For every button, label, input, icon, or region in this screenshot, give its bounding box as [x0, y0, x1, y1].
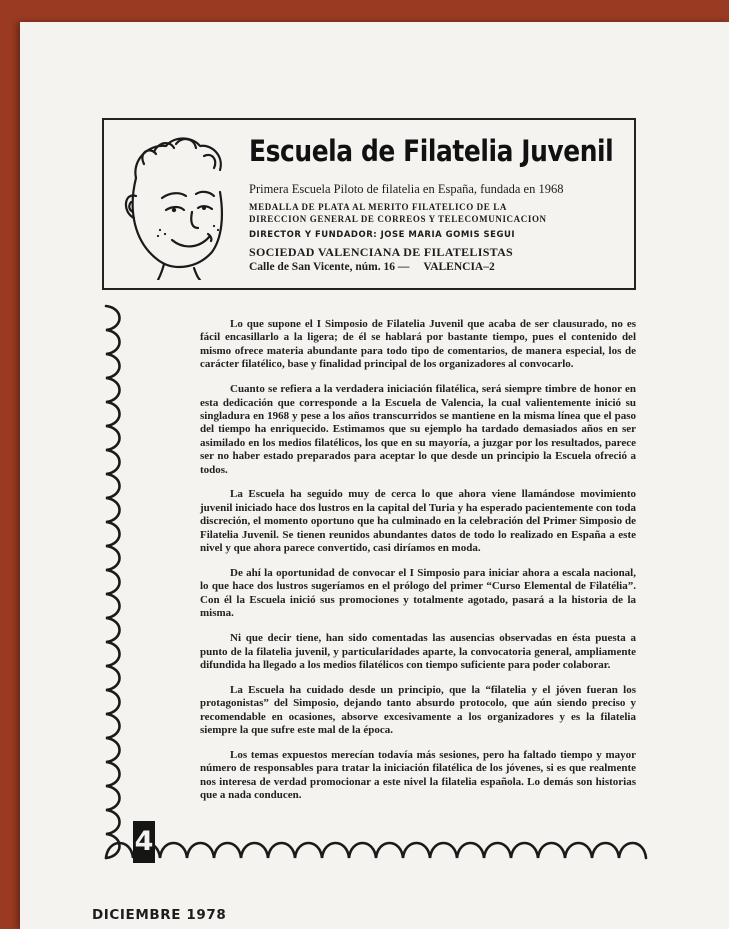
- page-number: 4: [133, 821, 155, 863]
- city-name: VALENCIA–2: [423, 261, 495, 273]
- article-paragraph: La Escuela ha cuidado desde un principio, que la “filatelia y el jóven fueran los protagonistas” del Simposio, dejando tanto absurdo protocolo, que aún siendo preciso y recomendable en ocasiones, absorve excesivamente a los organizadores y es la filatelia siempre la que sufre este mal de la época.: [200, 683, 636, 737]
- article-body: [200, 318, 636, 814]
- article-paragraph: De ahí la oportunidad de convocar el I Simposio para iniciar ahora a escala nacional, lo que hace dos lustros sugeríamos en el prólogo del primer “Curso Elemental de Filatélia”. Con él la Escuela inició sus promociones y totalmente agotado, pasará a la historia de la misma.: [200, 567, 636, 620]
- school-subtitle: Primera Escuela Piloto de filatelia en España, fundada en 1968: [249, 182, 564, 196]
- perforation-bottom-edge: [106, 843, 646, 858]
- society-name: SOCIEDAD VALENCIANA DE FILATELISTAS: [249, 245, 514, 259]
- director-line: DIRECTOR Y FUNDADOR: JOSE MARIA GOMIS SEGUI: [249, 230, 516, 240]
- street-address: Calle de San Vicente, núm. 16 —: [249, 261, 410, 273]
- article-paragraph: Ni que decir tiene, han sido comentadas las ausencias observadas en ésta puesta a punto de la filatelia juvenil, y particularidades aparte, la convocatoria general, ampliamente difundida ha llegado a los medios filatélicos con tiempo suficiente para poder colaborar.: [200, 632, 636, 671]
- article-paragraph: Los temas expuestos merecían todavía más sesiones, pero ha faltado tiempo y mayor número de responsables para tratar la iniciación filatélica de los jóvenes, si es que realmente nos interesa de verdad promocionar a este nivel la filatelia española. Lo demás son historias que a nada conducen.: [200, 748, 636, 802]
- article-paragraph: La Escuela ha seguido muy de cerca lo que ahora viene llamándose movimiento juvenil iniciado hace dos lustros en la capital del Turia y ha esperado pacientemente con toda discreción, el momento oportuno que ha culminado en la celebración del Primer Simposio de Filatelia Juvenil. Se tienen reunidos abundantes datos de todo lo realizado en España a este nivel y que ahora parece convertido, casi diríamos en moda.: [200, 488, 636, 555]
- article-paragraph: Lo que supone el I Simposio de Filatelia Juvenil que acaba de ser clausurado, no es fácil encasillarlo a la ligera; de él se hablará por bastante tiempo, pues el contenido del mismo ofrece materia abundante para todo tipo de comentarios, de manera especial, los de carácter filatélico, base y finalidad principal de los organizadores al convocarlo.: [200, 318, 636, 371]
- masthead-box: [102, 118, 636, 290]
- medal-line-2: DIRECCION GENERAL DE CORREOS Y TELECOMUNICACION: [249, 214, 547, 224]
- article-paragraph: Cuanto se refiera a la verdadera iniciación filatélica, será siempre timbre de honor en esta dedicación que corresponde a la Escuela de Valencia, la cual valientemente inició su singladura en 1968 y pese a los años transcurridos se mantiene en la misma línea que el paso del tiempo ha enriquecido. Estimamos que su ejemplo ha tardado demasiados años en ser asimilado en los medios filatélicos, los que en su mayoría, a juzgar por los resultados, parece ser no haber estado preparados para aceptar lo que desde un principio la Escuela ofreció a todos.: [200, 383, 636, 476]
- issue-date: DICIEMBRE 1978: [92, 907, 227, 923]
- medal-line-1: MEDALLA DE PLATA AL MERITO FILATELICO DE LA: [249, 202, 507, 212]
- school-title: Escuela de Filatelia Juvenil: [249, 134, 614, 168]
- boy-face-illustration: [114, 130, 234, 280]
- perforation-left-edge: [106, 306, 120, 858]
- address-line: [249, 261, 629, 273]
